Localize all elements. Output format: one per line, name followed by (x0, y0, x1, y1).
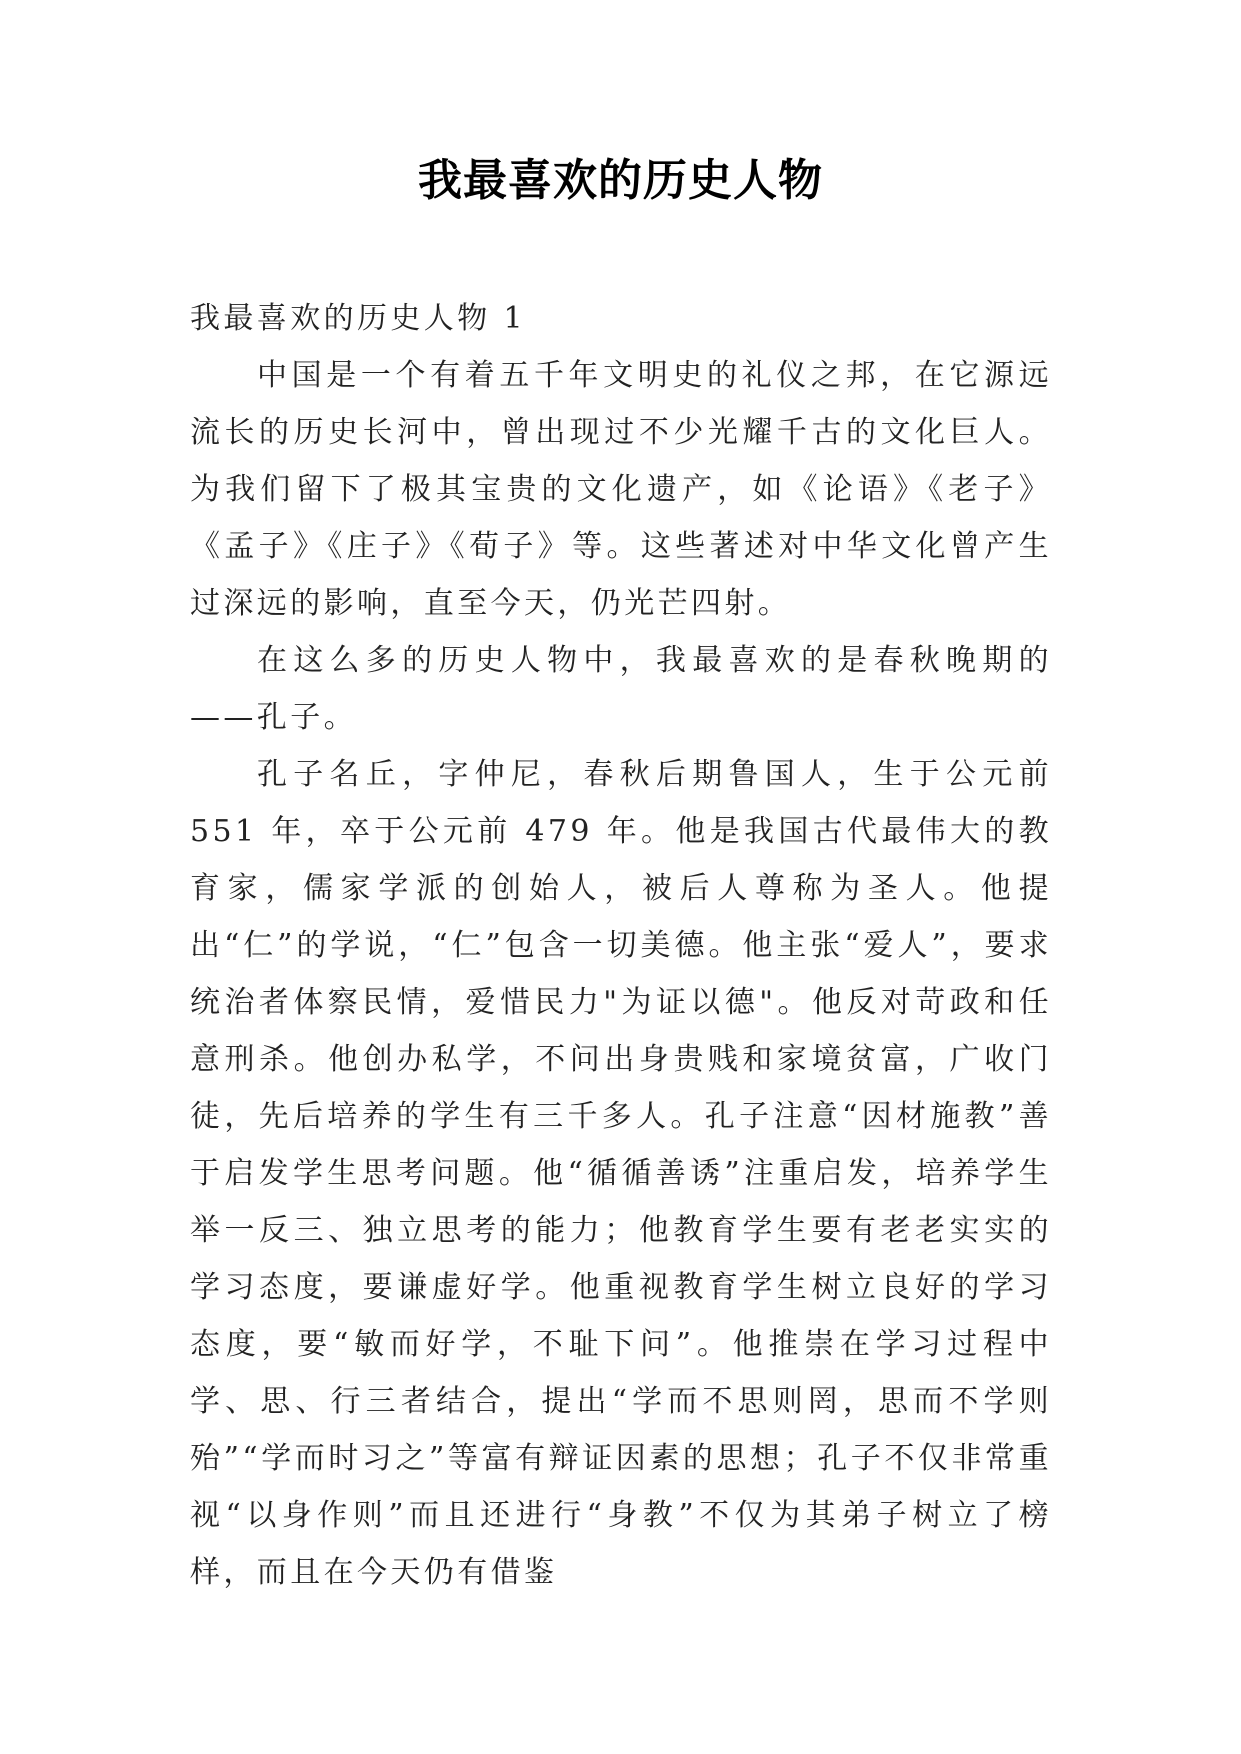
document-body (190, 290, 1052, 1601)
section-heading: 我最喜欢的历史人物 1 (190, 301, 527, 336)
paragraph-confucius: 孔子名丘，字仲尼，春秋后期鲁国人，生于公元前 551 年，卒于公元前 479 年。他是我国古代最伟大的教育家，儒家学派的创始人，被后人尊称为圣人。他提出“仁”的学说，“仁”包含一切美德。他主张“爱人”，要求统治者体察民情，爱惜民力"为证以德"。他反对苛政和任意刑杀。他创办私学，不问出身贵贱和家境贫富，广收门徒，先后培养的学生有三千多人。孔子注意“因材施教”善于启发学生思考问题。他“循循善诱”注重启发，培养学生举一反三、独立思考的能力；他教育学生要有老老实实的学习态度，要谦虚好学。他重视教育学生树立良好的学习态度，要“敏而好学，不耻下问”。他推崇在学习过程中学、思、行三者结合，提出“学而不思则罔，思而不学则殆”“学而时习之”等富有辩证因素的思想；孔子不仅非常重视“以身作则”而且还进行“身教”不仅为其弟子树立了榜样，而且在今天仍有借鉴 (190, 757, 1052, 1590)
paragraph-intro: 中国是一个有着五千年文明史的礼仪之邦，在它源远流长的历史长河中，曾出现过不少光耀千古的文化巨人。为我们留下了极其宝贵的文化遗产，如《论语》《老子》《孟子》《庄子》《荀子》等。这些著述对中华文化曾产生过深远的影响，直至今天，仍光芒四射。 (190, 358, 1052, 621)
paragraph-favorite: 在这么多的历史人物中，我最喜欢的是春秋晚期的——孔子。 (190, 643, 1052, 735)
document-title: 我最喜欢的历史人物 (418, 155, 823, 206)
